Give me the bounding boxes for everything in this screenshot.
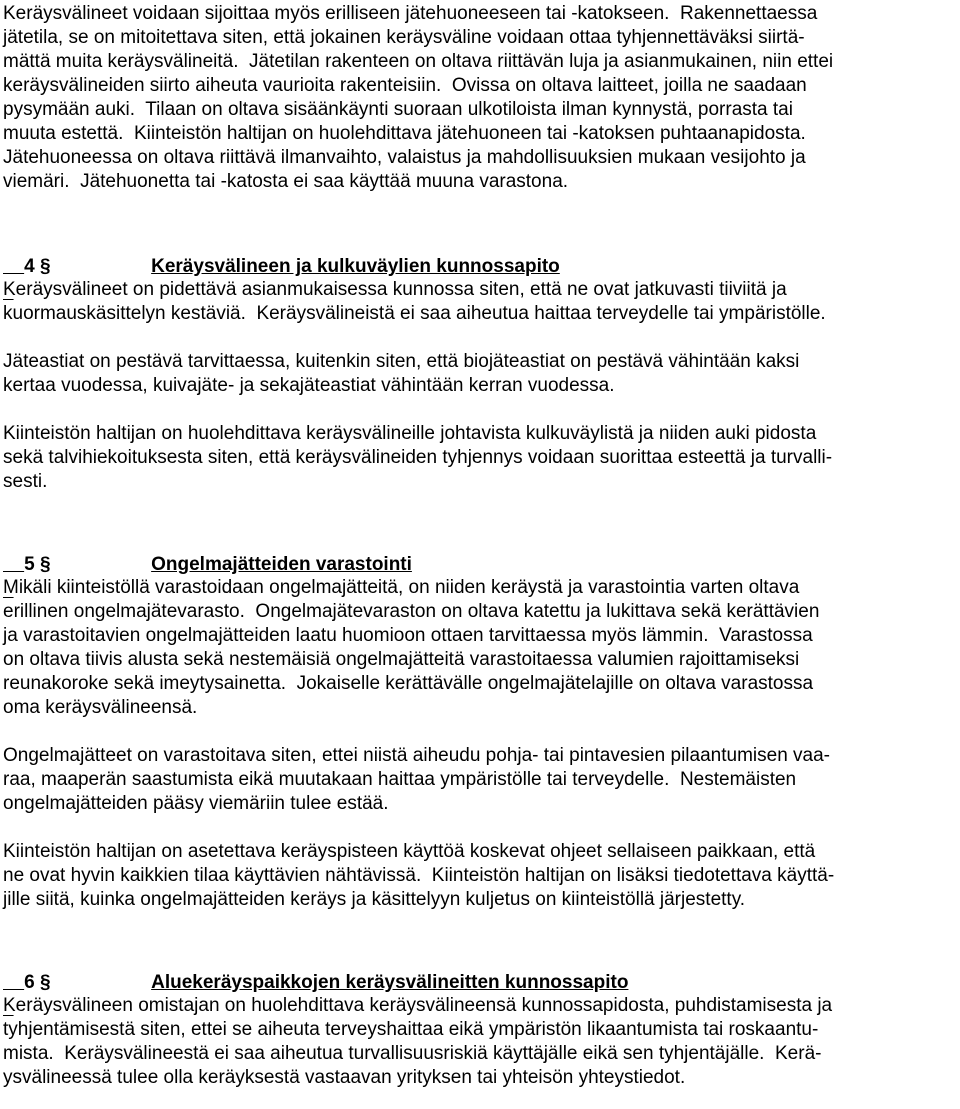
paragraph-line: mättä muita keräysvälineitä. Jätetilan rakenteen on oltava riittävän luja ja asianmukainen, niin ettei <box>3 51 834 72</box>
paragraph-line: Keräysvälineet on pidettävä asianmukaisessa kunnossa siten, että ne ovat jatkuvasti tiiviitä ja <box>3 279 787 300</box>
paragraph-line: Ongelmajätteet on varastoitava siten, ettei niistä aiheudu pohja- tai pintavesien pilaantumisen vaa- <box>3 745 831 766</box>
paragraph-line: Kiinteistön haltijan on asetettava keräyspisteen käyttöä koskevat ohjeet sellaiseen paikkaan, että <box>3 841 816 862</box>
paragraph-line: Kiinteistön haltijan on huolehdittava keräysvälineille johtavista kulkuväylistä ja niiden auki pidosta <box>3 423 817 444</box>
paragraph-line: erillinen ongelmajätevarasto. Ongelmajätevaraston on oltava katettu ja lukittava sekä kerättävien <box>3 601 820 622</box>
paragraph-line: sekä talvihiekoituksesta siten, että keräysvälineiden tyhjennys voidaan suorittaa esteettä ja turvalli- <box>3 447 833 468</box>
paragraph-line: mista. Keräysvälineestä ei saa aiheutua turvallisuusriskiä käyttäjälle eikä sen tyhjentäjälle. Kerä- <box>3 1043 822 1064</box>
paragraph-line: jätetila, se on mitoitettava siten, että jokainen keräysväline voidaan ottaa tyhjennettäväksi siirtä- <box>3 27 805 48</box>
paragraph-line: ne ovat hyvin kaikkien tilaa käyttävien nähtävissä. Kiinteistön haltijan on lisäksi tiedotettava käyttä- <box>3 865 835 886</box>
section-number: 4 § <box>24 256 51 277</box>
paragraph-line: keräysvälineiden siirto aiheuta vaurioita rakenteisiin. Ovissa on oltava laitteet, joilla ne saadaan <box>3 75 807 96</box>
paragraph-line: raa, maaperän saastumista eikä muutakaan haittaa ympäristölle tai terveydelle. Nestemäisten <box>3 769 797 790</box>
paragraph-line: kuormauskäsittelyn kestäviä. Keräysvälineistä ei saa aiheutua haittaa terveydelle tai ympäristölle. <box>3 303 826 324</box>
paragraph-line: Jäteastiat on pestävä tarvittaessa, kuitenkin siten, että biojäteastiat on pestävä vähintään kaksi <box>3 351 800 372</box>
paragraph-line: on oltava tiivis alusta sekä nestemäisiä ongelmajätteitä varastoitaessa valumien rajoittamiseksi <box>3 649 800 670</box>
paragraph-line: Keräysvälineet voidaan sijoittaa myös erilliseen jätehuoneeseen tai -katokseen. Rakennettaessa <box>3 3 818 24</box>
paragraph-line: reunakoroke sekä imeytysainetta. Jokaiselle kerättävälle ongelmajätelajille on oltava varastossa <box>3 673 814 694</box>
paragraph-line: Keräysvälineen omistajan on huolehdittava keräysvälineensä kunnossapidosta, puhdistamisesta ja <box>3 995 833 1016</box>
paragraph-line: Jätehuoneessa on oltava riittävä ilmanvaihto, valaistus ja mahdollisuuksien mukaan vesijohto ja <box>3 147 806 168</box>
paragraph-line: ysvälineessä tulee olla keräyksestä vastaavan yrityksen tai yhteisön yhteystiedot. <box>3 1067 686 1088</box>
section-title: Keräysvälineen ja kulkuväylien kunnossapito <box>151 256 560 277</box>
paragraph-line: kertaa vuodessa, kuivajäte- ja sekajäteastiat vähintään kerran vuodessa. <box>3 375 615 396</box>
paragraph-line: tyhjentämisestä siten, ettei se aiheuta terveyshaittaa eikä ympäristön likaantumista tai roskaantu- <box>3 1019 819 1040</box>
paragraph-line: muuta estettä. Kiinteistön haltijan on huolehdittava jätehuoneen tai -katoksen puhtaanapidosta. <box>3 123 806 144</box>
paragraph-line: ja varastoitavien ongelmajätteiden laatu huomioon ottaen tarvittaessa myös lämmin. Varastossa <box>3 625 813 646</box>
paragraph-line: ongelmajätteiden pääsy viemäriin tulee estää. <box>3 793 389 814</box>
section-title: Aluekeräyspaikkojen keräysvälineitten kunnossapito <box>151 972 629 993</box>
section-number: 5 § <box>24 554 51 575</box>
section-title: Ongelmajätteiden varastointi <box>151 554 412 575</box>
paragraph-line: oma keräysvälineensä. <box>3 697 198 718</box>
paragraph-line: sesti. <box>3 471 48 492</box>
paragraph-line: Mikäli kiinteistöllä varastoidaan ongelmajätteitä, on niiden keräystä ja varastointia varten oltava <box>3 577 800 598</box>
paragraph-line: jille siitä, kuinka ongelmajätteiden keräys ja käsittelyyn kuljetus on kiinteistöllä järjestetty. <box>3 889 746 910</box>
paragraph-line: pysymään auki. Tilaan on oltava sisäänkäynti suoraan ulkotiloista ilman kynnystä, porrasta tai <box>3 99 793 120</box>
paragraph-line: viemäri. Jätehuonetta tai -katosta ei saa käyttää muuna varastona. <box>3 171 569 192</box>
section-number: 6 § <box>24 972 51 993</box>
